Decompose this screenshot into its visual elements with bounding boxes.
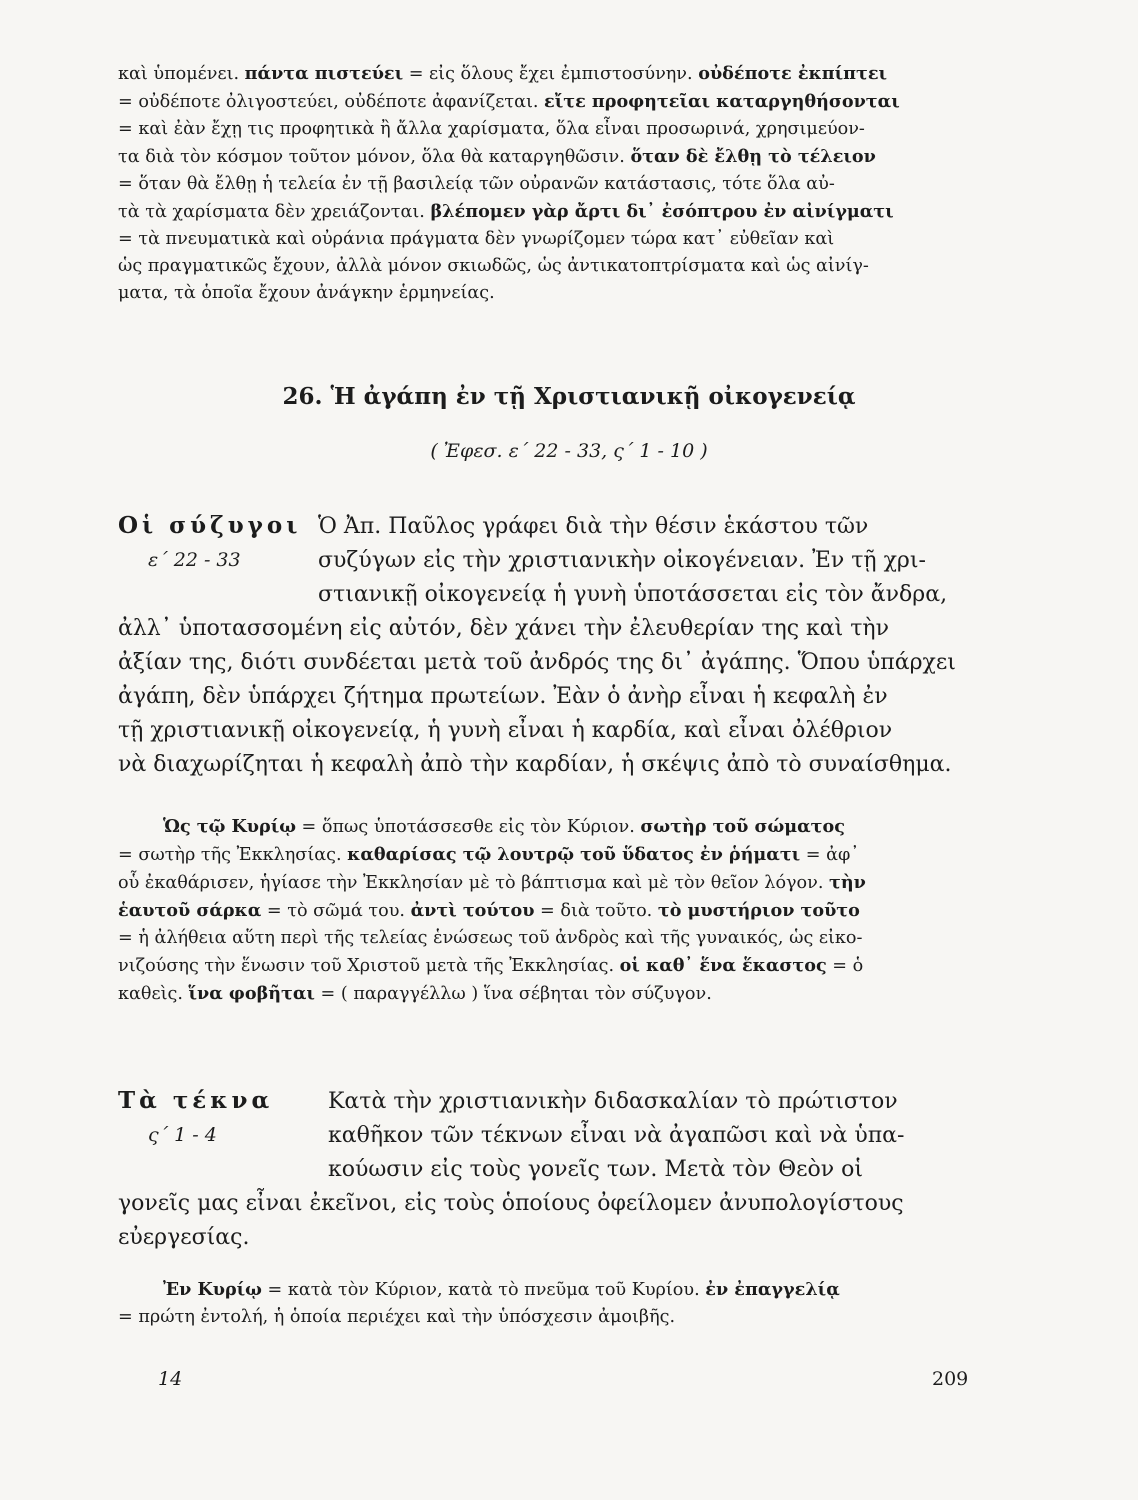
body-line: γονεῖς μας εἶναι ἐκεῖνοι, εἰς τοὺς ὁποίους ὀφείλομεν ἀνυπολογίστους xyxy=(118,1191,904,1216)
note-line: = ἡ ἀλήθεια αὕτη περὶ τῆς τελείας ἑνώσεως τοῦ ἀνδρὸς καὶ τῆς γυναικός, ὡς εἰκο- xyxy=(118,928,863,948)
children-ref: ς΄ 1 - 4 xyxy=(148,1124,217,1146)
note-line: καθεὶς. ἵνα φοβῆται = ( παραγγέλλω ) ἵνα σέβηται τὸν σύζυγον. xyxy=(118,983,712,1004)
body-line: συζύγων εἰς τὴν χριστιανικὴν οἰκογένειαν. Ἐν τῇ χρι- xyxy=(318,548,926,573)
note-line: = οὐδέποτε ὀλιγοστεύει, οὐδέποτε ἀφανίζεται. εἴτε προφητεῖαι καταργηθήσονται xyxy=(118,91,900,112)
note-line: τὰ τὰ χαρίσματα δὲν χρειάζονται. βλέπομεν γὰρ ἄρτι δι᾽ ἐσόπτρου ἐν αἰνίγματι xyxy=(118,201,894,222)
note-line: ὡς πραγματικῶς ἔχουν, ἀλλὰ μόνον σκιωδῶς, ὡς ἀντικατοπτρίσματα καὶ ὡς αἰνίγ- xyxy=(118,256,869,276)
page-number: 209 xyxy=(932,1368,969,1390)
note-line: ἑαυτοῦ σάρκα = τὸ σῶμά του. ἀντὶ τούτου = διὰ τοῦτο. τὸ μυστήριον τοῦτο xyxy=(118,900,860,921)
body-line: ἀξίαν της, διότι συνδέεται μετὰ τοῦ ἀνδρός της δι᾽ ἀγάπης. Ὅπου ὑπάρχει xyxy=(118,650,956,675)
spouses-notes xyxy=(118,813,963,1008)
note-line: = ὅταν θὰ ἔλθῃ ἡ τελεία ἐν τῇ βασιλείᾳ τῶν οὐρανῶν κατάστασις, τότε ὅλα αὐ- xyxy=(118,174,835,194)
children-body xyxy=(118,1085,963,1255)
note-line: καὶ ὑπομένει. πάντα πιστεύει = εἰς ὅλους ἔχει ἐμπιστοσύνην. οὐδέποτε ἐκπίπτει xyxy=(118,63,888,84)
note-line: Ὡς τῷ Κυρίῳ = ὅπως ὑποτάσσεσθε εἰς τὸν Κύριον. σωτὴρ τοῦ σώματος xyxy=(163,816,845,837)
note-line: τα διὰ τὸν κόσμον τοῦτον μόνον, ὅλα θὰ καταργηθῶσιν. ὅταν δὲ ἔλθῃ τὸ τέλειον xyxy=(118,146,876,167)
top-notes xyxy=(118,60,963,307)
body-line: τῇ χριστιανικῇ οἰκογενείᾳ, ἡ γυνὴ εἶναι ἡ καρδία, καὶ εἶναι ὀλέθριον xyxy=(118,718,893,743)
body-line: ἀλλ᾽ ὑποτασσομένη εἰς αὐτόν, δὲν χάνει τὴν ἐλευθερίαν της καὶ τὴν xyxy=(118,616,889,641)
body-line: καθῆκον τῶν τέκνων εἶναι νὰ ἀγαπῶσι καὶ νὰ ὑπα- xyxy=(328,1123,905,1148)
section-reference: ( Ἐφεσ. ε΄ 22 - 33, ς΄ 1 - 10 ) xyxy=(430,440,708,462)
note-line: νιζούσης τὴν ἕνωσιν τοῦ Χριστοῦ μετὰ τῆς Ἐκκλησίας. οἱ καθ᾽ ἕνα ἕκαστος = ὁ xyxy=(118,955,864,976)
children-title: Τὰ τέκνα xyxy=(118,1087,274,1114)
section-heading: 26. Ἡ ἀγάπη ἐν τῇ Χριστιανικῇ οἰκογενείᾳ xyxy=(282,383,856,410)
body-line: Κατὰ τὴν χριστιανικὴν διδασκαλίαν τὸ πρώτιστον xyxy=(328,1089,898,1114)
note-line: ματα, τὰ ὁποῖα ἔχουν ἀνάγκην ἑρμηνείας. xyxy=(118,283,495,303)
note-line: = σωτὴρ τῆς Ἐκκλησίας. καθαρίσας τῷ λουτρῷ τοῦ ὕδατος ἐν ῥήματι = ἀφ᾽ xyxy=(118,844,860,865)
body-line: εὐεργεσίας. xyxy=(118,1225,250,1250)
spouses-ref: ε΄ 22 - 33 xyxy=(148,549,241,571)
note-line: = τὰ πνευματικὰ καὶ οὐράνια πράγματα δὲν γνωρίζομεν τώρα κατ᾽ εὐθεῖαν καὶ xyxy=(118,229,835,249)
signature-mark: 14 xyxy=(158,1368,183,1390)
note-line: οὗ ἐκαθάρισεν, ἡγίασε τὴν Ἐκκλησίαν μὲ τὸ βάπτισμα καὶ μὲ τὸν θεῖον λόγον. τὴν xyxy=(118,872,866,893)
spouses-title: Οἱ σύζυγοι xyxy=(118,512,302,539)
body-line: ἀγάπη, δὲν ὑπάρχει ζήτημα πρωτείων. Ἐὰν ὁ ἀνὴρ εἶναι ἡ κεφαλὴ ἐν xyxy=(118,684,888,709)
note-line: Ἐν Κυρίῳ = κατὰ τὸν Κύριον, κατὰ τὸ πνεῦμα τοῦ Κυρίου. ἐν ἐπαγγελίᾳ xyxy=(163,1279,840,1300)
note-line: = καὶ ἐὰν ἔχῃ τις προφητικὰ ἢ ἄλλα χαρίσματα, ὅλα εἶναι προσωρινά, χρησιμεύον- xyxy=(118,119,865,139)
body-line: στιανικῇ οἰκογενείᾳ ἡ γυνὴ ὑποτάσσεται εἰς τὸν ἄνδρα, xyxy=(318,582,948,607)
body-line: κούωσιν εἰς τοὺς γονεῖς των. Μετὰ τὸν Θεὸν οἱ xyxy=(328,1157,863,1182)
body-line: Ὁ Ἀπ. Παῦλος γράφει διὰ τὴν θέσιν ἑκάστου τῶν xyxy=(318,514,869,539)
note-line: = πρώτη ἐντολή, ἡ ὁποία περιέχει καὶ τὴν ὑπόσχεσιν ἀμοιβῆς. xyxy=(118,1307,676,1327)
children-notes xyxy=(118,1276,963,1331)
spouses-body xyxy=(118,510,963,782)
body-line: νὰ διαχωρίζηται ἡ κεφαλὴ ἀπὸ τὴν καρδίαν, ἡ σκέψις ἀπὸ τὸ συναίσθημα. xyxy=(118,752,952,777)
